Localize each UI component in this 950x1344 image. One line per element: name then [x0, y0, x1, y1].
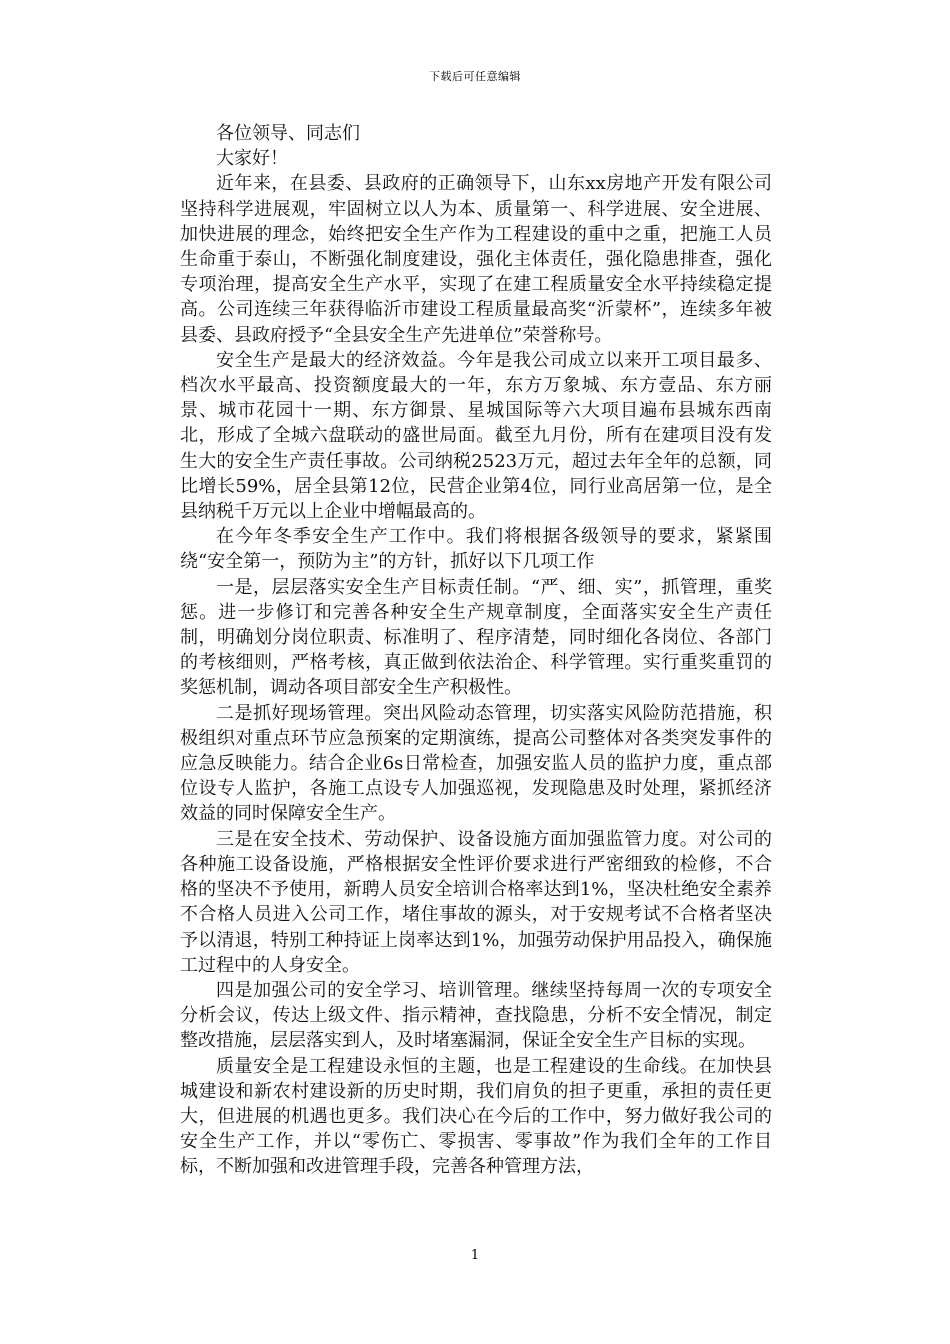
- paragraph-point-four: 四是加强公司的安全学习、培训管理。继续坚持每周一次的专项安全分析会议，传达上级文件、指示精神，查找隐患，分析不安全情况，制定整改措施，层层落实到人，及时堵塞漏洞，保证全安全生产目标的实现。: [180, 979, 772, 1052]
- paragraph-salutation: 各位领导、同志们: [216, 123, 360, 144]
- paragraph-point-two: 二是抓好现场管理。突出风险动态管理，切实落实风险防范措施，积极组织对重点环节应急预案的定期演练，提高公司整体对各类突发事件的应急反映能力。结合企业6s日常检查，加强安监人员的监护力度，重点部位设专人监护，各施工点设专人加强巡视，发现隐患及时处理，紧抓经济效益的同时保障安全生产。: [180, 702, 772, 825]
- page-header: 下载后可任意编辑: [429, 70, 521, 83]
- paragraph-economic-benefit: 安全生产是最大的经济效益。今年是我公司成立以来开工项目最多、档次水平最高、投资额度最大的一年，东方万象城、东方壹品、东方丽景、城市花园十一期、东方御景、星城国际等六大项目遍布县城东西南北，形成了全城六盘联动的盛世局面。截至九月份，所有在建项目没有发生大的安全生产责任事故。公司纳税2523万元，超过去年全年的总额，同比增长59%，居全县第12位，民营企业第4位，同行业高居第一位，是全县纳税千万元以上企业中增幅最高的。: [180, 349, 772, 523]
- paragraph-winter-work: 在今年冬季安全生产工作中。我们将根据各级领导的要求，紧紧围绕“安全第一，预防为主”的方针，抓好以下几项工作: [180, 526, 772, 573]
- paragraph-greeting: 大家好！: [216, 148, 288, 170]
- paragraph-intro: 近年来，在县委、县政府的正确领导下，山东xx房地产开发有限公司坚持科学进展观，牢固树立以人为本、质量第一、科学进展、安全进展、加快进展的理念，始终把安全生产作为工程建设的重中之重，把施工人员生命重于泰山，不断强化制度建设，强化主体责任，强化隐患排查，强化专项治理，提高安全生产水平，实现了在建工程质量安全水平持续稳定提高。公司连续三年获得临沂市建设工程质量最高奖“沂蒙杯”，连续多年被县委、县政府授予“全县安全生产先进单位”荣誉称号。: [180, 173, 772, 346]
- document-body: [180, 121, 772, 1180]
- paragraph-point-three: 三是在安全技术、劳动保护、设备设施方面加强监管力度。对公司的各种施工设备设施，严格根据安全性评价要求进行严密细致的检修，不合格的坚决不予使用，新聘人员安全培训合格率达到1%，坚决杜绝安全素养不合格人员进入公司工作，堵住事故的源头，对于安规考试不合格者坚决予以清退，特别工种持证上岗率达到1%，加强劳动保护用品投入，确保施工过程中的人身安全。: [180, 828, 772, 976]
- paragraph-quality-safety: 质量安全是工程建设永恒的主题，也是工程建设的生命线。在加快县城建设和新农村建设新的历史时期，我们肩负的担子更重，承担的责任更大，但进展的机遇也更多。我们决心在今后的工作中，努力做好我公司的安全生产工作，并以“零伤亡、零损害、零事故”作为我们全年的工作目标，不断加强和改进管理手段，完善各种管理方法，: [180, 1055, 772, 1178]
- paragraph-point-one: 一是，层层落实安全生产目标责任制。“严、细、实”，抓管理，重奖惩。进一步修订和完善各种安全生产规章制度，全面落实安全生产责任制，明确划分岗位职责、标准明了、程序清楚，同时细化各岗位、各部门的考核细则，严格考核，真正做到依法治企、科学管理。实行重奖重罚的奖惩机制，调动各项目部安全生产积极性。: [180, 576, 772, 699]
- page-number: 1: [470, 1248, 480, 1263]
